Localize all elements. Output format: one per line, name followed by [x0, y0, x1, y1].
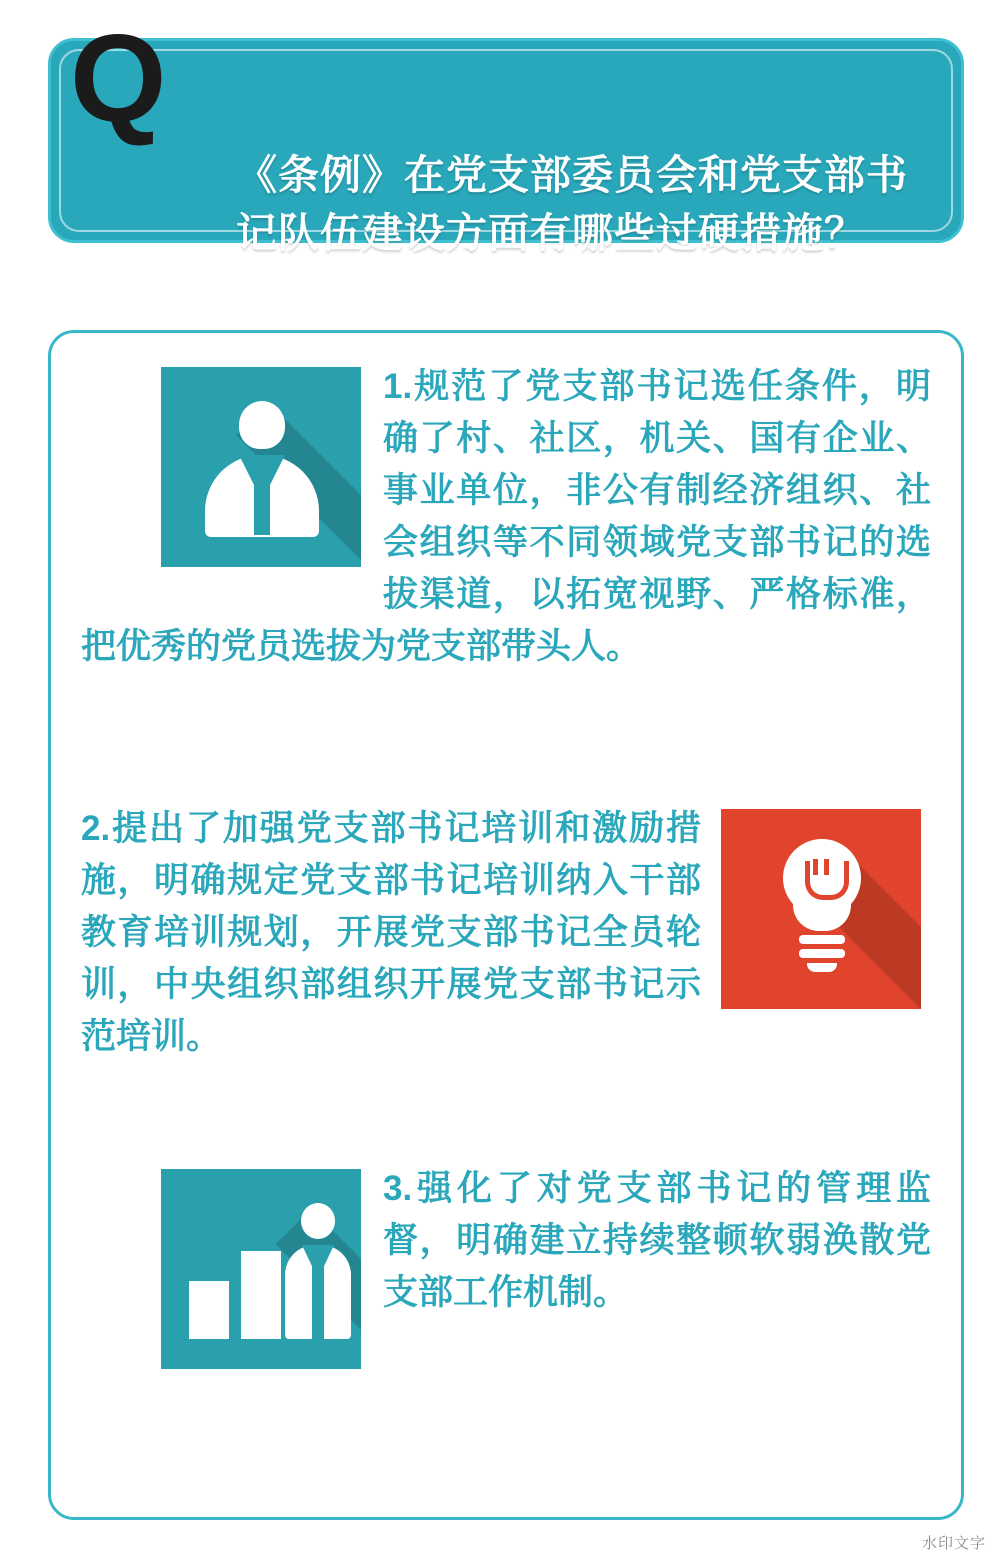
list-item	[81, 361, 931, 673]
lightbulb-icon-neck	[799, 949, 845, 958]
watermark: 水印文字	[921, 1535, 986, 1552]
question-mark-badge	[70, 10, 230, 148]
person-icon-head	[239, 401, 285, 449]
person-icon	[161, 367, 361, 567]
lightbulb-icon-filament	[824, 859, 829, 875]
chart-person-icon	[161, 1169, 361, 1369]
list-item-text: 1.规范了党支部书记选任条件，明确了村、社区，机关、国有企业、事业单位，非公有制经济组织、社会组织等不同领域党支部书记的选拔渠道，以拓宽视野、严格标准，把优秀的党员选拔为党支部带头人。	[81, 367, 931, 666]
q-letter: Q	[70, 10, 163, 148]
lightbulb-icon	[721, 809, 921, 1009]
list-item	[81, 1163, 931, 1373]
person-icon-tie	[254, 471, 270, 535]
content-card	[48, 330, 964, 1520]
chart-person-icon-bar	[241, 1251, 281, 1339]
header-banner	[48, 10, 964, 256]
lightbulb-icon-filament	[813, 859, 818, 875]
chart-person-icon-tie	[312, 1257, 324, 1339]
page-title: 《条例》在党支部委员会和党支部书记队伍建设方面有哪些过硬措施？	[236, 152, 908, 256]
list-item	[81, 803, 931, 1063]
list-item-text: 3.强化了对党支部书记的管理监督，明确建立持续整顿软弱涣散党支部工作机制。	[383, 1169, 931, 1312]
lightbulb-icon-base	[807, 963, 837, 972]
lightbulb-icon-neck	[799, 935, 845, 944]
list-item-text: 2.提出了加强党支部书记培训和激励措施，明确规定党支部书记培训纳入干部教育培训规划，开展党支部书记全员轮训，中央组织部组织开展党支部书记示范培训。	[81, 809, 701, 1056]
chart-person-icon-bar	[189, 1281, 229, 1339]
chart-person-icon-head	[301, 1203, 335, 1239]
